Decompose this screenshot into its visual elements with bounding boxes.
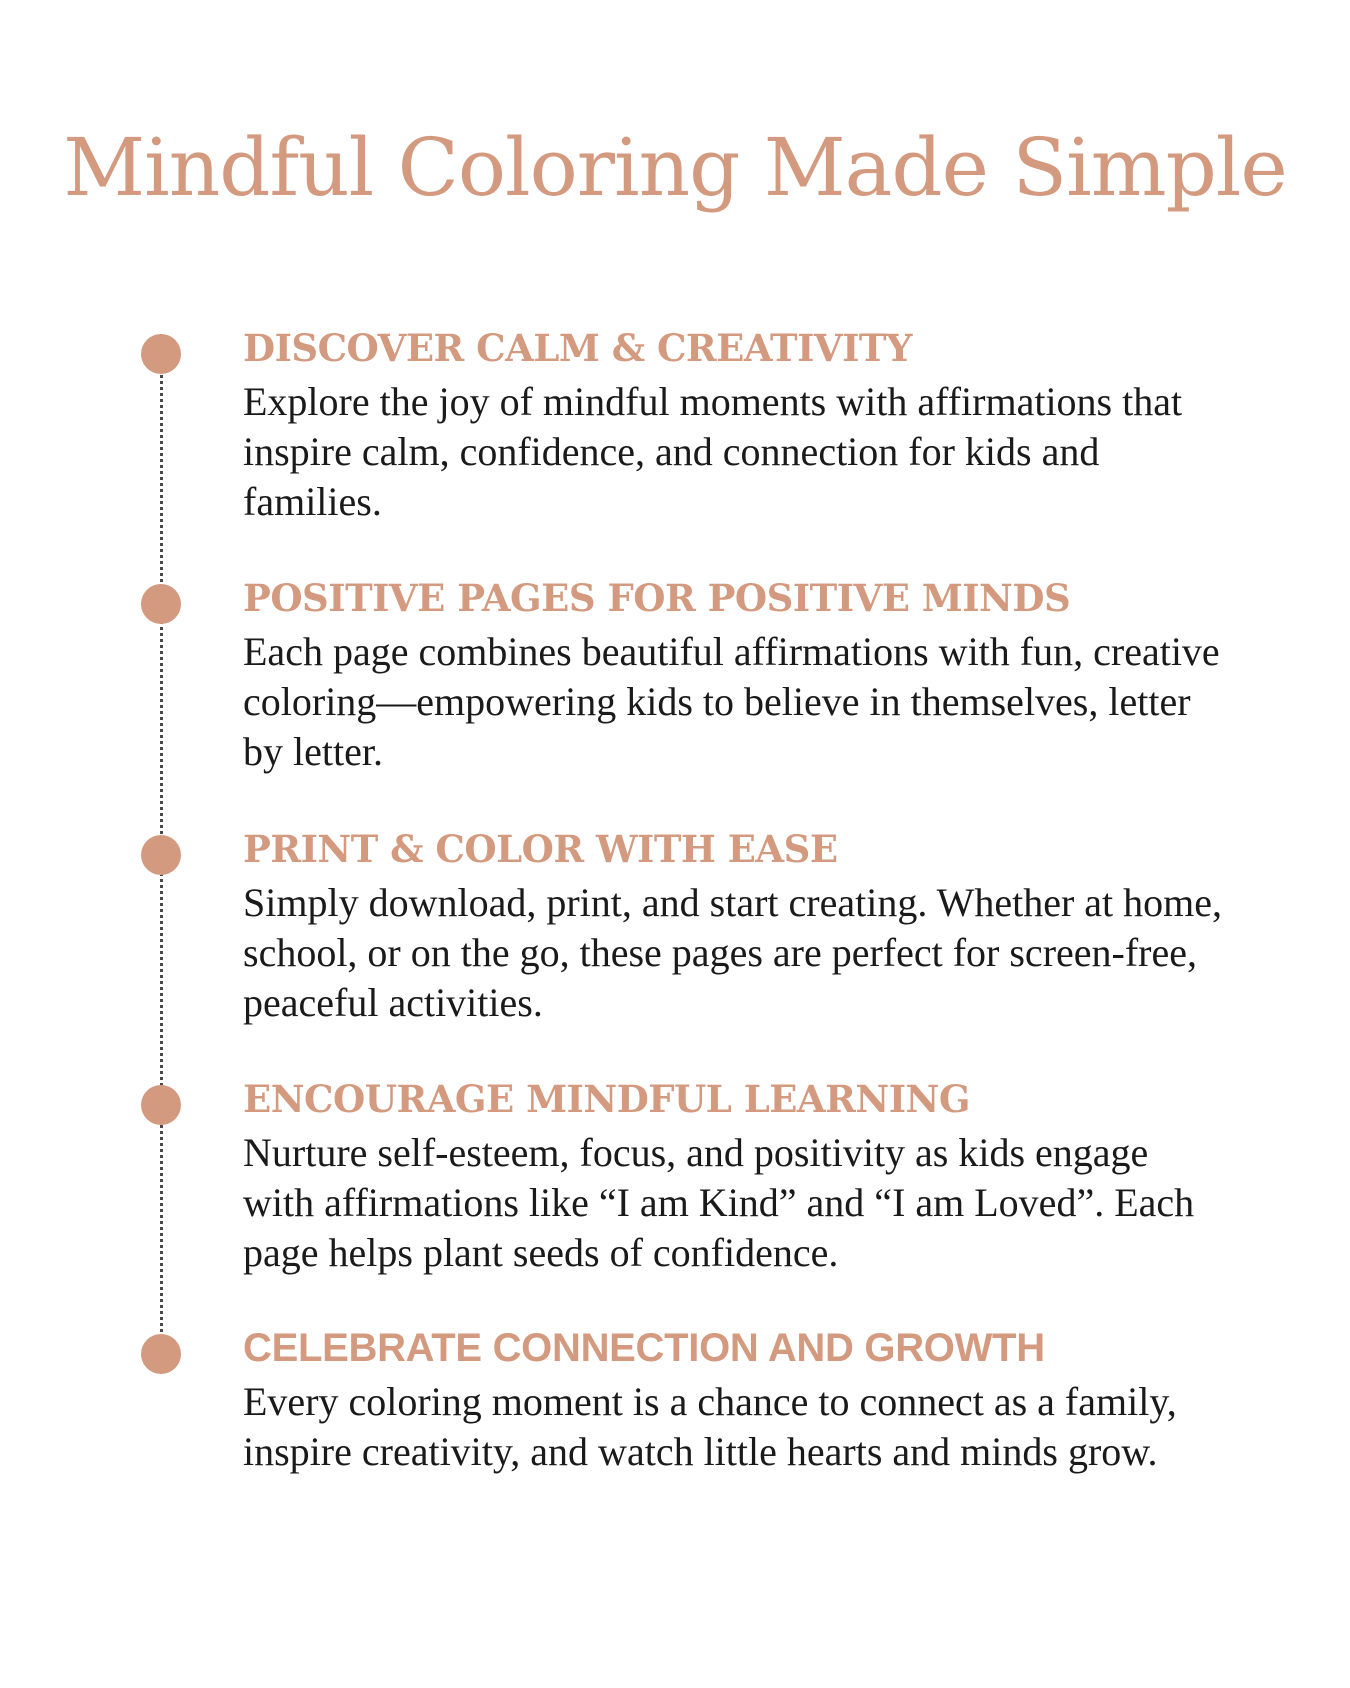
feature-heading: CELEBRATE CONNECTION AND GROWTH: [243, 1326, 1045, 1370]
feature-description: Every coloring moment is a chance to connect as a family, inspire creativity, and watch little hearts and minds grow.: [243, 1379, 1177, 1474]
feature-item: [243, 325, 1243, 527]
feature-heading: ENCOURAGE MINDFUL LEARNING: [243, 1077, 970, 1121]
timeline-dot: [141, 1334, 181, 1374]
timeline-dot: [141, 835, 181, 875]
feature-item: [243, 575, 1243, 777]
feature-description: Nurture self-esteem, focus, and positivity as kids engage with affirmations like “I am Kind” and “I am Loved”. Each page helps plant seeds of confidence.: [243, 1130, 1195, 1275]
feature-item: [243, 1325, 1243, 1477]
timeline-dot: [141, 584, 181, 624]
page-title: Mindful Coloring Made Simple: [63, 121, 1287, 214]
feature-heading: PRINT & COLOR WITH EASE: [243, 827, 838, 871]
feature-heading: DISCOVER CALM & CREATIVITY: [243, 326, 912, 370]
feature-item: [243, 1076, 1243, 1278]
feature-description: Each page combines beautiful affirmations with fun, creative coloring—empowering kids to believe in themselves, letter by letter.: [243, 629, 1220, 774]
feature-description: Simply download, print, and start creating. Whether at home, school, or on the go, these pages are perfect for screen-free, peaceful activities.: [243, 880, 1223, 1025]
timeline-dot: [141, 334, 181, 374]
timeline-dot: [141, 1085, 181, 1125]
feature-item: [243, 826, 1243, 1028]
feature-heading: POSITIVE PAGES FOR POSITIVE MINDS: [243, 576, 1071, 620]
feature-description: Explore the joy of mindful moments with affirmations that inspire calm, confidence, and connection for kids and families.: [243, 379, 1183, 524]
